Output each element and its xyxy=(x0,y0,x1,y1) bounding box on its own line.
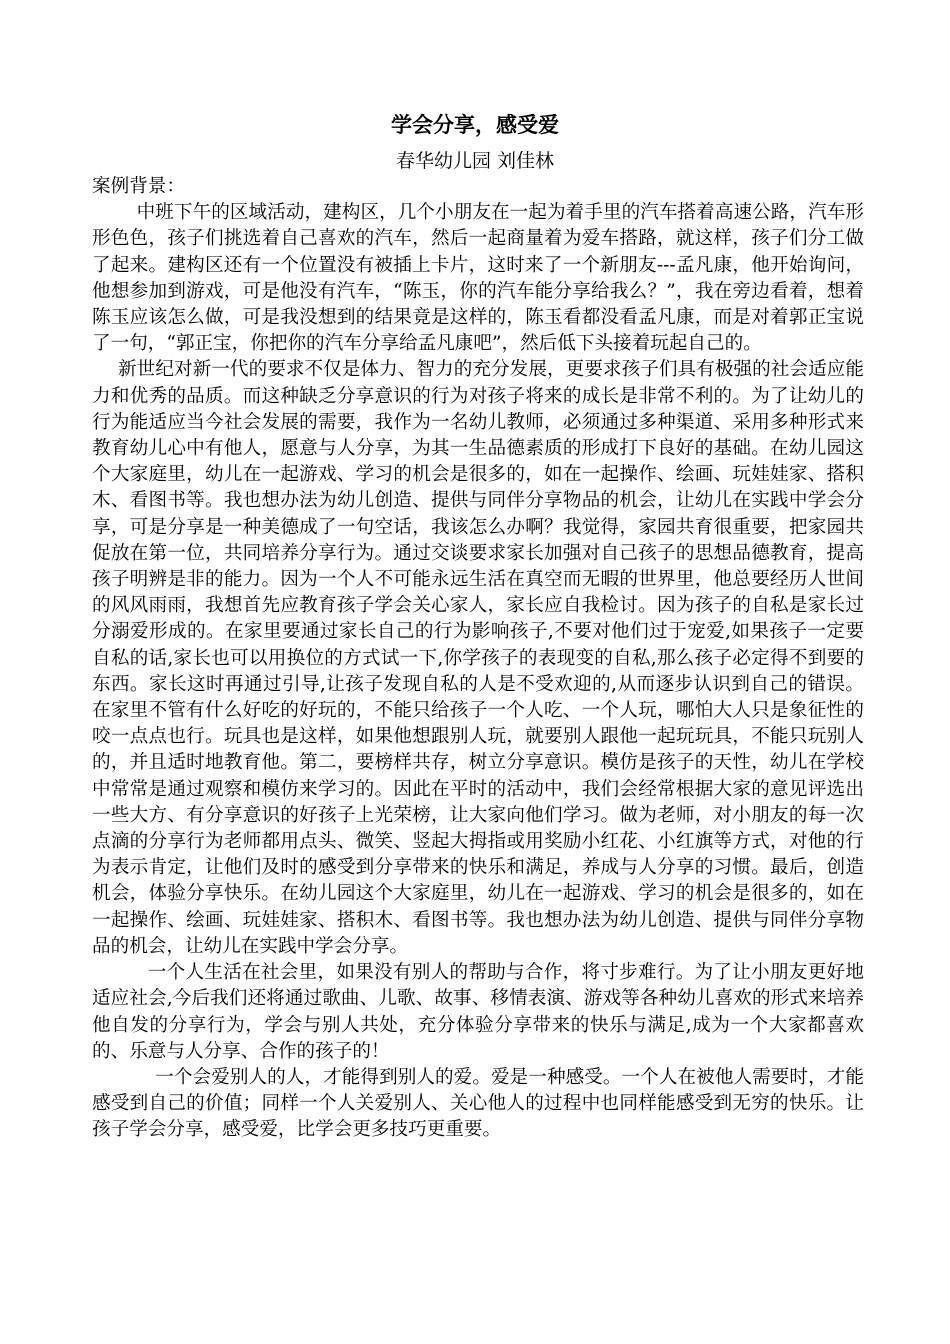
paragraph-2: 新世纪对新一代的要求不仅是体力、智力的充分发展，更要求孩子们具有极强的社会适应能力和优秀的品质。而这种缺乏分享意识的行为对孩子将来的成长是非常不利的。为了让幼儿的行为能适应当今社会发展的需要，我作为一名幼儿教师，必须通过多种渠道、采用多种形式来教育幼儿心中有他人，愿意与人分享，为其一生品德素质的形成打下良好的基础。在幼儿园这个大家庭里，幼儿在一起游戏、学习的机会是很多的，如在一起操作、绘画、玩娃娃家、搭积木、看图书等。我也想办法为幼儿创造、提供与同伴分享物品的机会，让幼儿在实践中学会分享，可是分享是一种美德成了一句空话，我该怎么办啊？我觉得，家园共育很重要，把家园共促放在第一位，共同培养分享行为。通过交谈要求家长加强对自己孩子的思想品德教育，提高孩子明辨是非的能力。因为一个人不可能永远生活在真空而无暇的世界里，他总要经历人世间的风风雨雨，我想首先应教育孩子学会关心家人，家长应自我检讨。因为孩子的自私是家长过分溺爱形成的。在家里要通过家长自己的行为影响孩子,不要对他们过于宠爱,如果孩子一定要自私的话,家长也可以用换位的方式试一下,你学孩子的表现变的自私,那么孩子必定得不到要的东西。家长这时再通过引导,让孩子发现自私的人是不受欢迎的,从而逐步认识到自己的错误。在家里不管有什么好吃的好玩的，不能只给孩子一个人吃、一个人玩，哪怕大人只是象征性的咬一点点也行。玩具也是这样，如果他想跟别人玩，就要别人跟他一起玩玩具，不能只玩别人的，并且适时地教育他。第二，要榜样共存，树立分享意识。模仿是孩子的天性，幼儿在学校中常常是通过观察和模仿来学习的。因此在平时的活动中，我们会经常根据大家的意见评选出一些大方、有分享意识的好孩子上光荣榜，让大家向他们学习。做为老师，对小朋友的每一次点滴的分享行为老师都用点头、微笑、竖起大拇指或用奖励小红花、小红旗等方式，对他的行为表示肯定，让他们及时的感受到分享带来的快乐和满足，养成与人分享的习惯。最后，创造机会，体验分享快乐。在幼儿园这个大家庭里，幼儿在一起游戏、学习的机会是很多的，如在一起操作、绘画、玩娃娃家、搭积木、看图书等。我也想办法为幼儿创造、提供与同伴分享物品的机会，让幼儿在实践中学会分享。 xyxy=(92,359,864,957)
document-body xyxy=(92,174,864,1144)
document-author: 春华幼儿园 刘佳林 xyxy=(395,150,555,172)
paragraph-1: 中班下午的区域活动，建构区，几个小朋友在一起为着手里的汽车搭着高速公路，汽车形形色色，孩子们挑选着自己喜欢的汽车，然后一起商量着为爱车搭路，就这样，孩子们分工做了起来。建构区还有一个位置没有被插上卡片，这时来了一个新朋友---孟凡康，他开始询问，他想参加到游戏，可是他没有汽车，“陈玉，你的汽车能分享给我么？”，我在旁边看着，想着陈玉应该怎么做，可是我没想到的结果竟是这样的，陈玉看都没看孟凡康，而是对着郭正宝说了一句，“郭正宝，你把你的汽车分享给孟凡康吧”，然后低下头接着玩起自己的。 xyxy=(92,202,864,355)
section-label: 案例背景： xyxy=(92,176,185,197)
paragraph-3: 一个人生活在社会里，如果没有别人的帮助与合作，将寸步难行。为了让小朋友更好地适应社会,今后我们还将通过歌曲、儿歌、故事、移情表演、游戏等各种幼儿喜欢的形式来培养他自发的分享行为，学会与别人共处，充分体验分享带来的快乐与满足,成为一个大家都喜欢的、乐意与人分享、合作的孩子的！ xyxy=(92,962,864,1062)
document-title: 学会分享，感受爱 xyxy=(391,112,559,137)
paragraph-4: 一个会爱别人的人，才能得到别人的爱。爱是一种感受。一个人在被他人需要时，才能感受到自己的价值；同样一个人关爱别人、关心他人的过程中也同样能感受到无穷的快乐。让孩子学会分享，感受爱，比学会更多技巧更重要。 xyxy=(92,1066,864,1141)
